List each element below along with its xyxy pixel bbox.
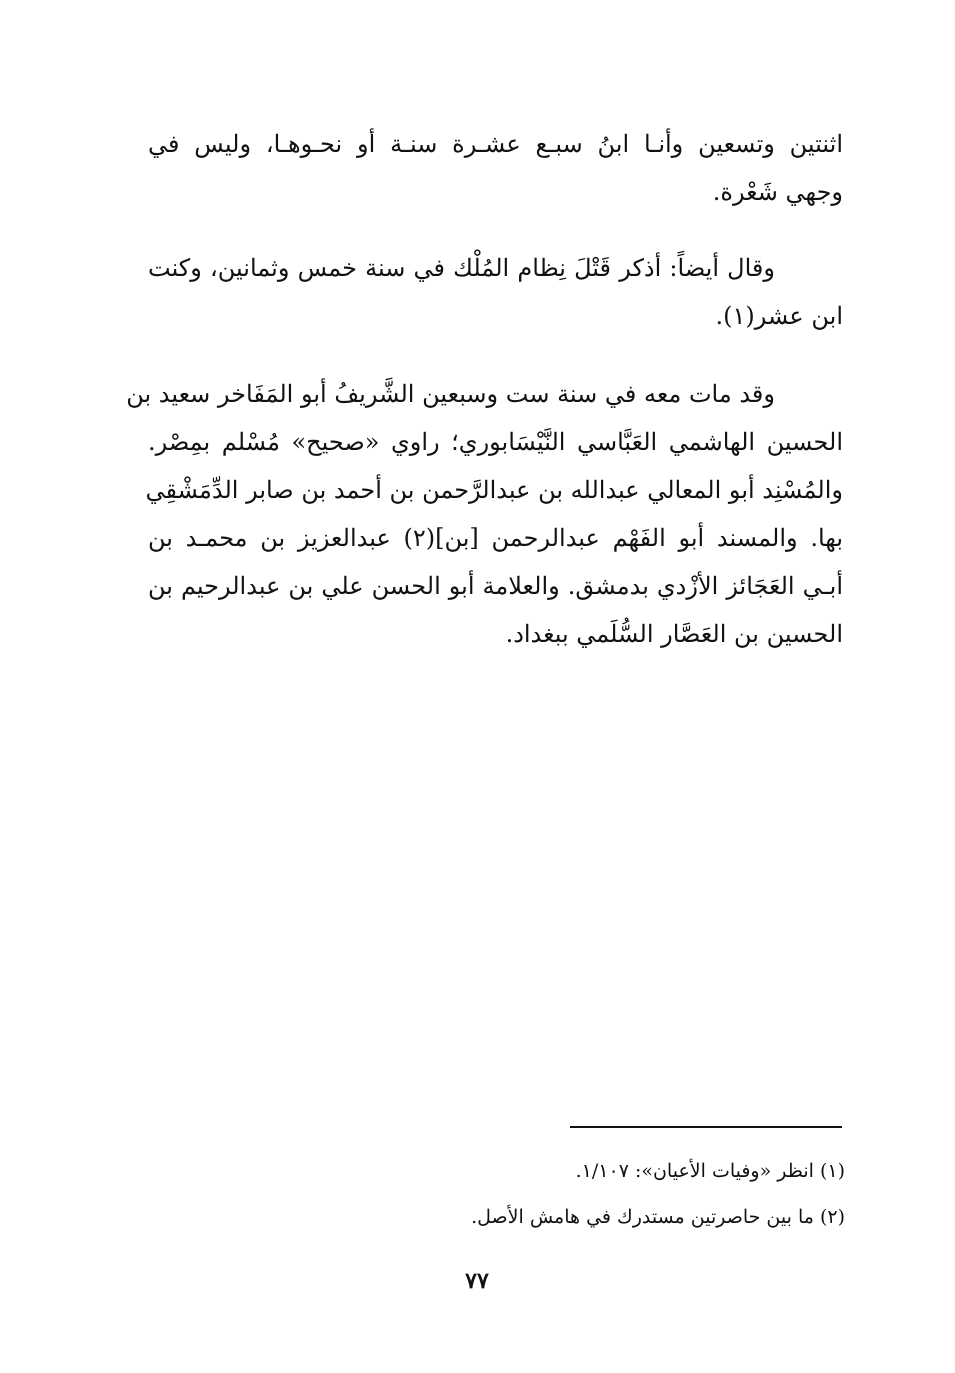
footnote-2: (٢) ما بين حاصرتين مستدرك في هامش الأصل.	[471, 1206, 845, 1228]
text-line: أبـي العَجَائز الأزْدي بدمشق. والعلامة أبو الحسن علي بن عبدالرحيم بن	[148, 572, 843, 600]
text-line: بها. والمسند أبو الفَهْم عبدالرحمن [بن](٢) عبدالعزيز بن محمـد بن	[148, 524, 844, 552]
paragraph-2	[148, 244, 843, 340]
text-line: والمُسْنِد أبو المعالي عبدالله بن عبدالرَّحمن بن أحمد بن صابر الدِّمَشْقِي	[145, 476, 843, 504]
text-line: وجهي شَعْرة.	[712, 178, 843, 206]
text-line: ابن عشر(١).	[715, 302, 843, 330]
text-line: اثنتين وتسعين وأنـا ابنُ سبـع عشـرة سنـة أو نحـوهـا، وليس في	[148, 130, 843, 158]
paragraph-3	[126, 370, 844, 658]
footnote-separator	[570, 1126, 842, 1128]
footnotes	[300, 1148, 845, 1240]
paragraph-1	[148, 120, 843, 216]
text-line: وقد مات معه في سنة ست وسبعين الشَّريفُ أبو المَفَاخر سعيد بن	[126, 380, 775, 408]
text-line: الحسين بن العَصَّار السُّلَمي ببغداد.	[505, 620, 843, 648]
text-line: وقال أيضاً: أذكر قَتْلَ نِظام المُلْك في سنة خمس وثمانين، وكنت	[148, 254, 775, 282]
text-line: الحسين الهاشمي العَبَّاسي النَّيْسَابوري؛ راوي «صحيح» مُسْلم بمِصْر.	[148, 428, 843, 456]
footnote-1: (١) انظر «وفيات الأعيان»: ١/١٠٧.	[575, 1160, 845, 1182]
page-number: ٧٧	[465, 1268, 489, 1294]
